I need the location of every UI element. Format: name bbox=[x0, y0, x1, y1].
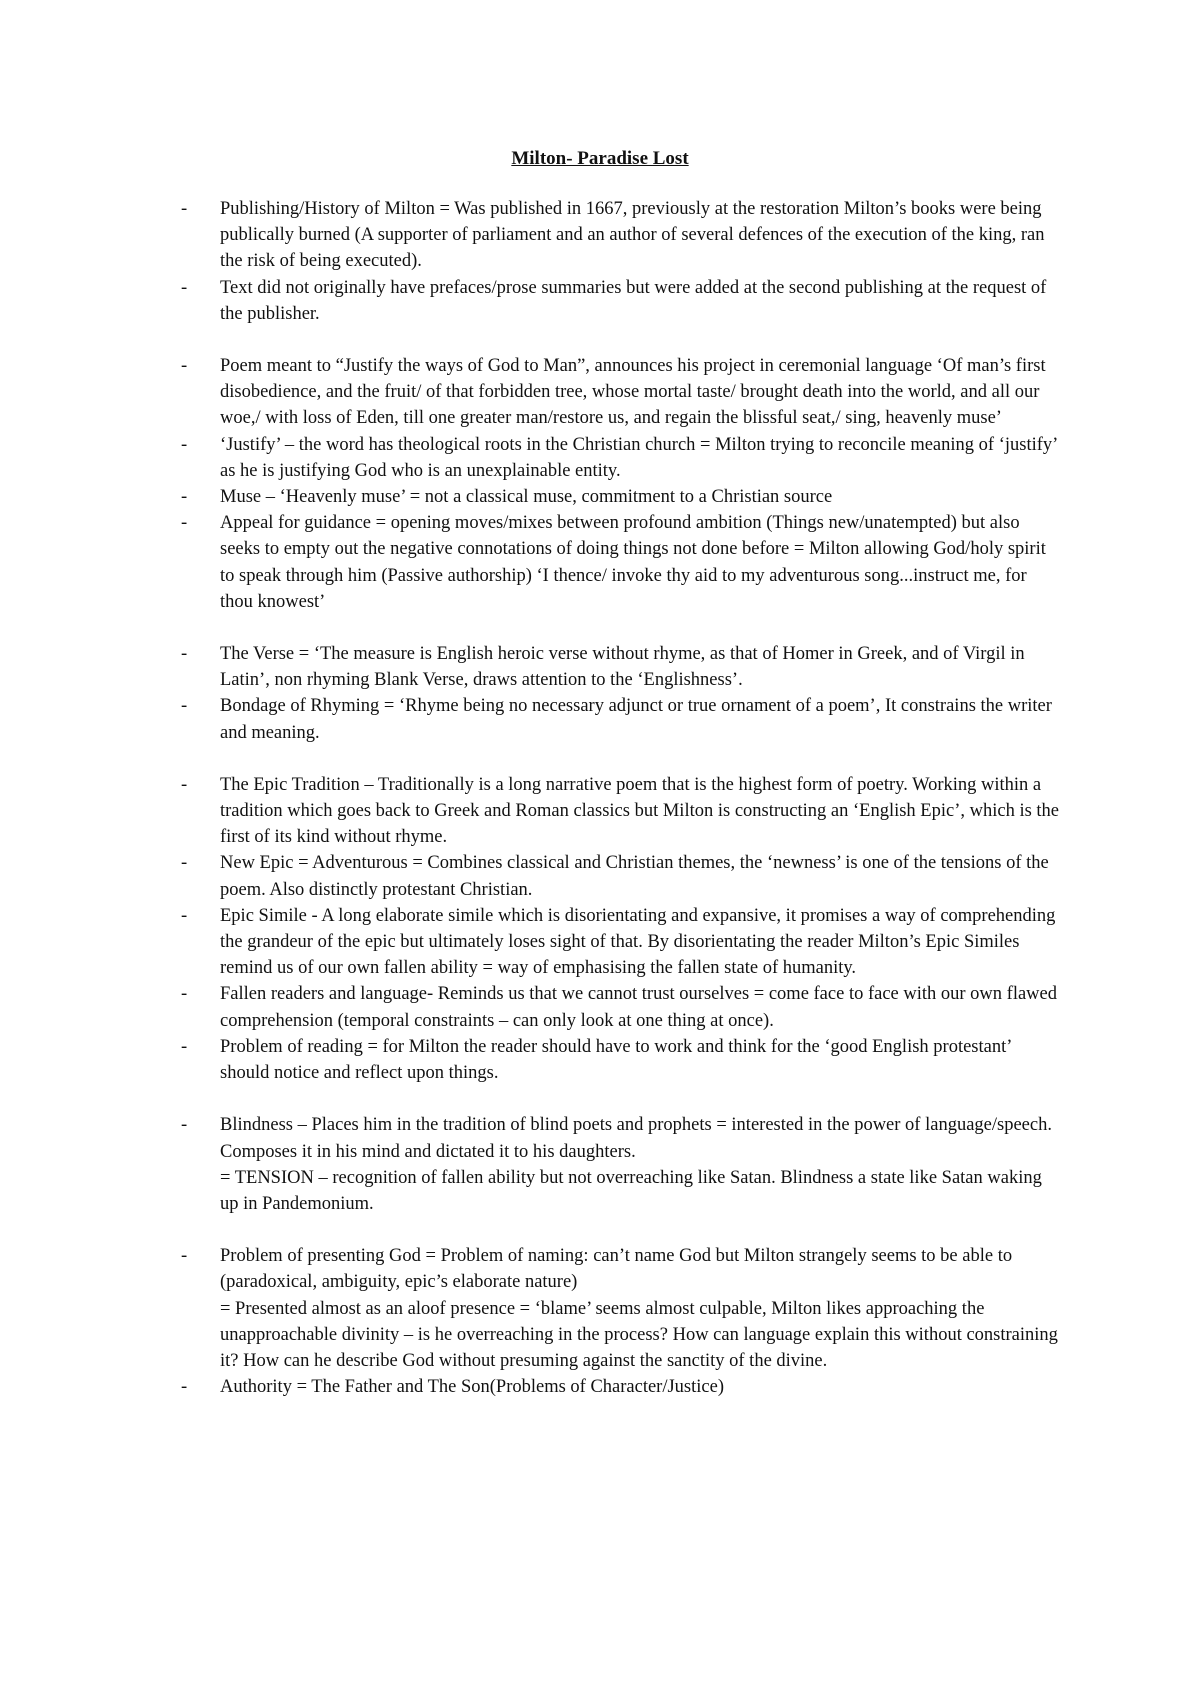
bullet-text: Authority = The Father and The Son(Problems of Character/Justice) bbox=[220, 1377, 724, 1398]
bullet-text: Bondage of Rhyming = ‘Rhyme being no necessary adjunct or true ornament of a poem’, It constrains the writer and meaning. bbox=[220, 696, 1052, 743]
bullet-group bbox=[181, 196, 1061, 327]
bullet-dash: - bbox=[181, 487, 188, 508]
bullet-group bbox=[181, 1243, 1061, 1400]
bullet-dash: - bbox=[181, 1377, 188, 1398]
bullet-dash: - bbox=[181, 696, 188, 717]
bullet-group bbox=[181, 772, 1061, 1086]
bullet-dash: - bbox=[181, 1246, 188, 1267]
bullet-text: Problem of presenting God = Problem of naming: can’t name God but Milton strangely seems to be able to (paradoxical, ambiguity, epic’s elaborate nature) bbox=[220, 1246, 1013, 1293]
bullet-item bbox=[181, 1374, 1061, 1400]
bullet-text: Poem meant to “Justify the ways of God to Man”, announces his project in ceremonial language ‘Of man’s first disobedience, and the fruit/ of that forbidden tree, whose mortal taste/ brought death into the world, and all our woe,/ with loss of Eden, till one greater man/restore us, and regain the blissful seat,/ sing, heavenly muse’ bbox=[220, 356, 1046, 429]
bullet-dash: - bbox=[181, 905, 188, 926]
bullet-dash: - bbox=[181, 774, 188, 795]
bullet-text: New Epic = Adventurous = Combines classical and Christian themes, the ‘newness’ is one of the tensions of the poem. Also distinctly protestant Christian. bbox=[220, 853, 1049, 900]
bullet-text: Epic Simile - A long elaborate simile which is disorientating and expansive, it promises a way of comprehending the grandeur of the epic but ultimately loses sight of that. By disorientating the reader Milton’s Epic Similes remind us of our own fallen ability = way of emphasising the fallen state of humanity. bbox=[220, 905, 1056, 979]
bullet-item bbox=[181, 275, 1061, 327]
bullet-group bbox=[181, 353, 1061, 615]
bullet-item bbox=[181, 1243, 1061, 1374]
bullet-item bbox=[181, 693, 1061, 745]
bullet-text: Muse – ‘Heavenly muse’ = not a classical muse, commitment to a Christian source bbox=[220, 487, 833, 508]
bullet-text: Problem of reading = for Milton the reader should have to work and think for the ‘good English protestant’ should notice and reflect upon things. bbox=[220, 1036, 1012, 1084]
bullet-dash: - bbox=[181, 513, 188, 534]
bullet-dash: - bbox=[181, 853, 188, 874]
bullet-dash: - bbox=[181, 277, 188, 298]
bullet-item bbox=[181, 432, 1061, 484]
bullet-item bbox=[181, 510, 1061, 615]
bullet-text: The Epic Tradition – Traditionally is a long narrative poem that is the highest form of poetry. Working within a tradition which goes back to Greek and Roman classics but Milton is constructing an ‘English Epic’, which is the first of its kind without rhyme. bbox=[220, 774, 1060, 848]
bullet-dash: - bbox=[181, 1115, 188, 1136]
bullet-item bbox=[181, 772, 1061, 851]
bullet-dash: - bbox=[181, 356, 188, 377]
bullet-dash: - bbox=[181, 984, 188, 1005]
bullet-item bbox=[181, 484, 1061, 510]
bullet-group bbox=[181, 1112, 1061, 1217]
bullet-group bbox=[181, 641, 1061, 746]
bullet-item bbox=[181, 196, 1061, 275]
bullet-item bbox=[181, 981, 1061, 1033]
bullet-dash: - bbox=[181, 1036, 188, 1057]
bullet-dash: - bbox=[181, 434, 188, 455]
bullet-item bbox=[181, 903, 1061, 982]
bullet-item bbox=[181, 1034, 1061, 1086]
bullet-dash: - bbox=[181, 644, 188, 665]
bullet-text: The Verse = ‘The measure is English heroic verse without rhyme, as that of Homer in Greek, and of Virgil in Latin’, non rhyming Blank Verse, draws attention to the ‘Englishness’. bbox=[220, 644, 1025, 691]
bullet-text: Blindness – Places him in the tradition of blind poets and prophets = interested in the power of language/speech. Composes it in his mind and dictated it to his daughters. bbox=[220, 1115, 1052, 1162]
bullet-item bbox=[181, 641, 1061, 693]
bullet-item bbox=[181, 850, 1061, 902]
document-body bbox=[181, 196, 1061, 1400]
document-title: Milton- Paradise Lost bbox=[511, 148, 689, 169]
bullet-continuation: = TENSION – recognition of fallen ability but not overreaching like Satan. Blindness a state like Satan waking up in Pandemonium. bbox=[220, 1167, 1042, 1214]
bullet-item bbox=[181, 1112, 1061, 1217]
bullet-text: Text did not originally have prefaces/prose summaries but were added at the second publishing at the request of the publisher. bbox=[220, 277, 1047, 324]
bullet-item bbox=[181, 353, 1061, 432]
bullet-continuation: = Presented almost as an aloof presence = ‘blame’ seems almost culpable, Milton likes approaching the unapproachable divinity – is he overreaching in the process? How can language explain this without constraining it? How can he describe God without presuming against the sanctity of the divine. bbox=[220, 1298, 1058, 1371]
bullet-text: Publishing/History of Milton = Was published in 1667, previously at the restoration Milton’s books were being publically burned (A supporter of parliament and an author of several defences of the execution of the king, ran the risk of being executed). bbox=[220, 199, 1045, 272]
bullet-text: ‘Justify’ – the word has theological roots in the Christian church = Milton trying to reconcile meaning of ‘justify’ as he is justifying God who is an unexplainable entity. bbox=[220, 434, 1057, 481]
bullet-dash: - bbox=[181, 199, 188, 219]
bullet-text: Fallen readers and language- Reminds us that we cannot trust ourselves = come face to face with our own flawed comprehension (temporal constraints – can only look at one thing at once). bbox=[220, 984, 1057, 1031]
bullet-text: Appeal for guidance = opening moves/mixes between profound ambition (Things new/unatempted) but also seeks to empty out the negative connotations of doing things not done before = Milton allowing God/holy spirit to speak through him (Passive authorship) ‘I thence/ invoke thy aid to my adventurous song...instruct me, for thou knowest’ bbox=[220, 513, 1046, 612]
